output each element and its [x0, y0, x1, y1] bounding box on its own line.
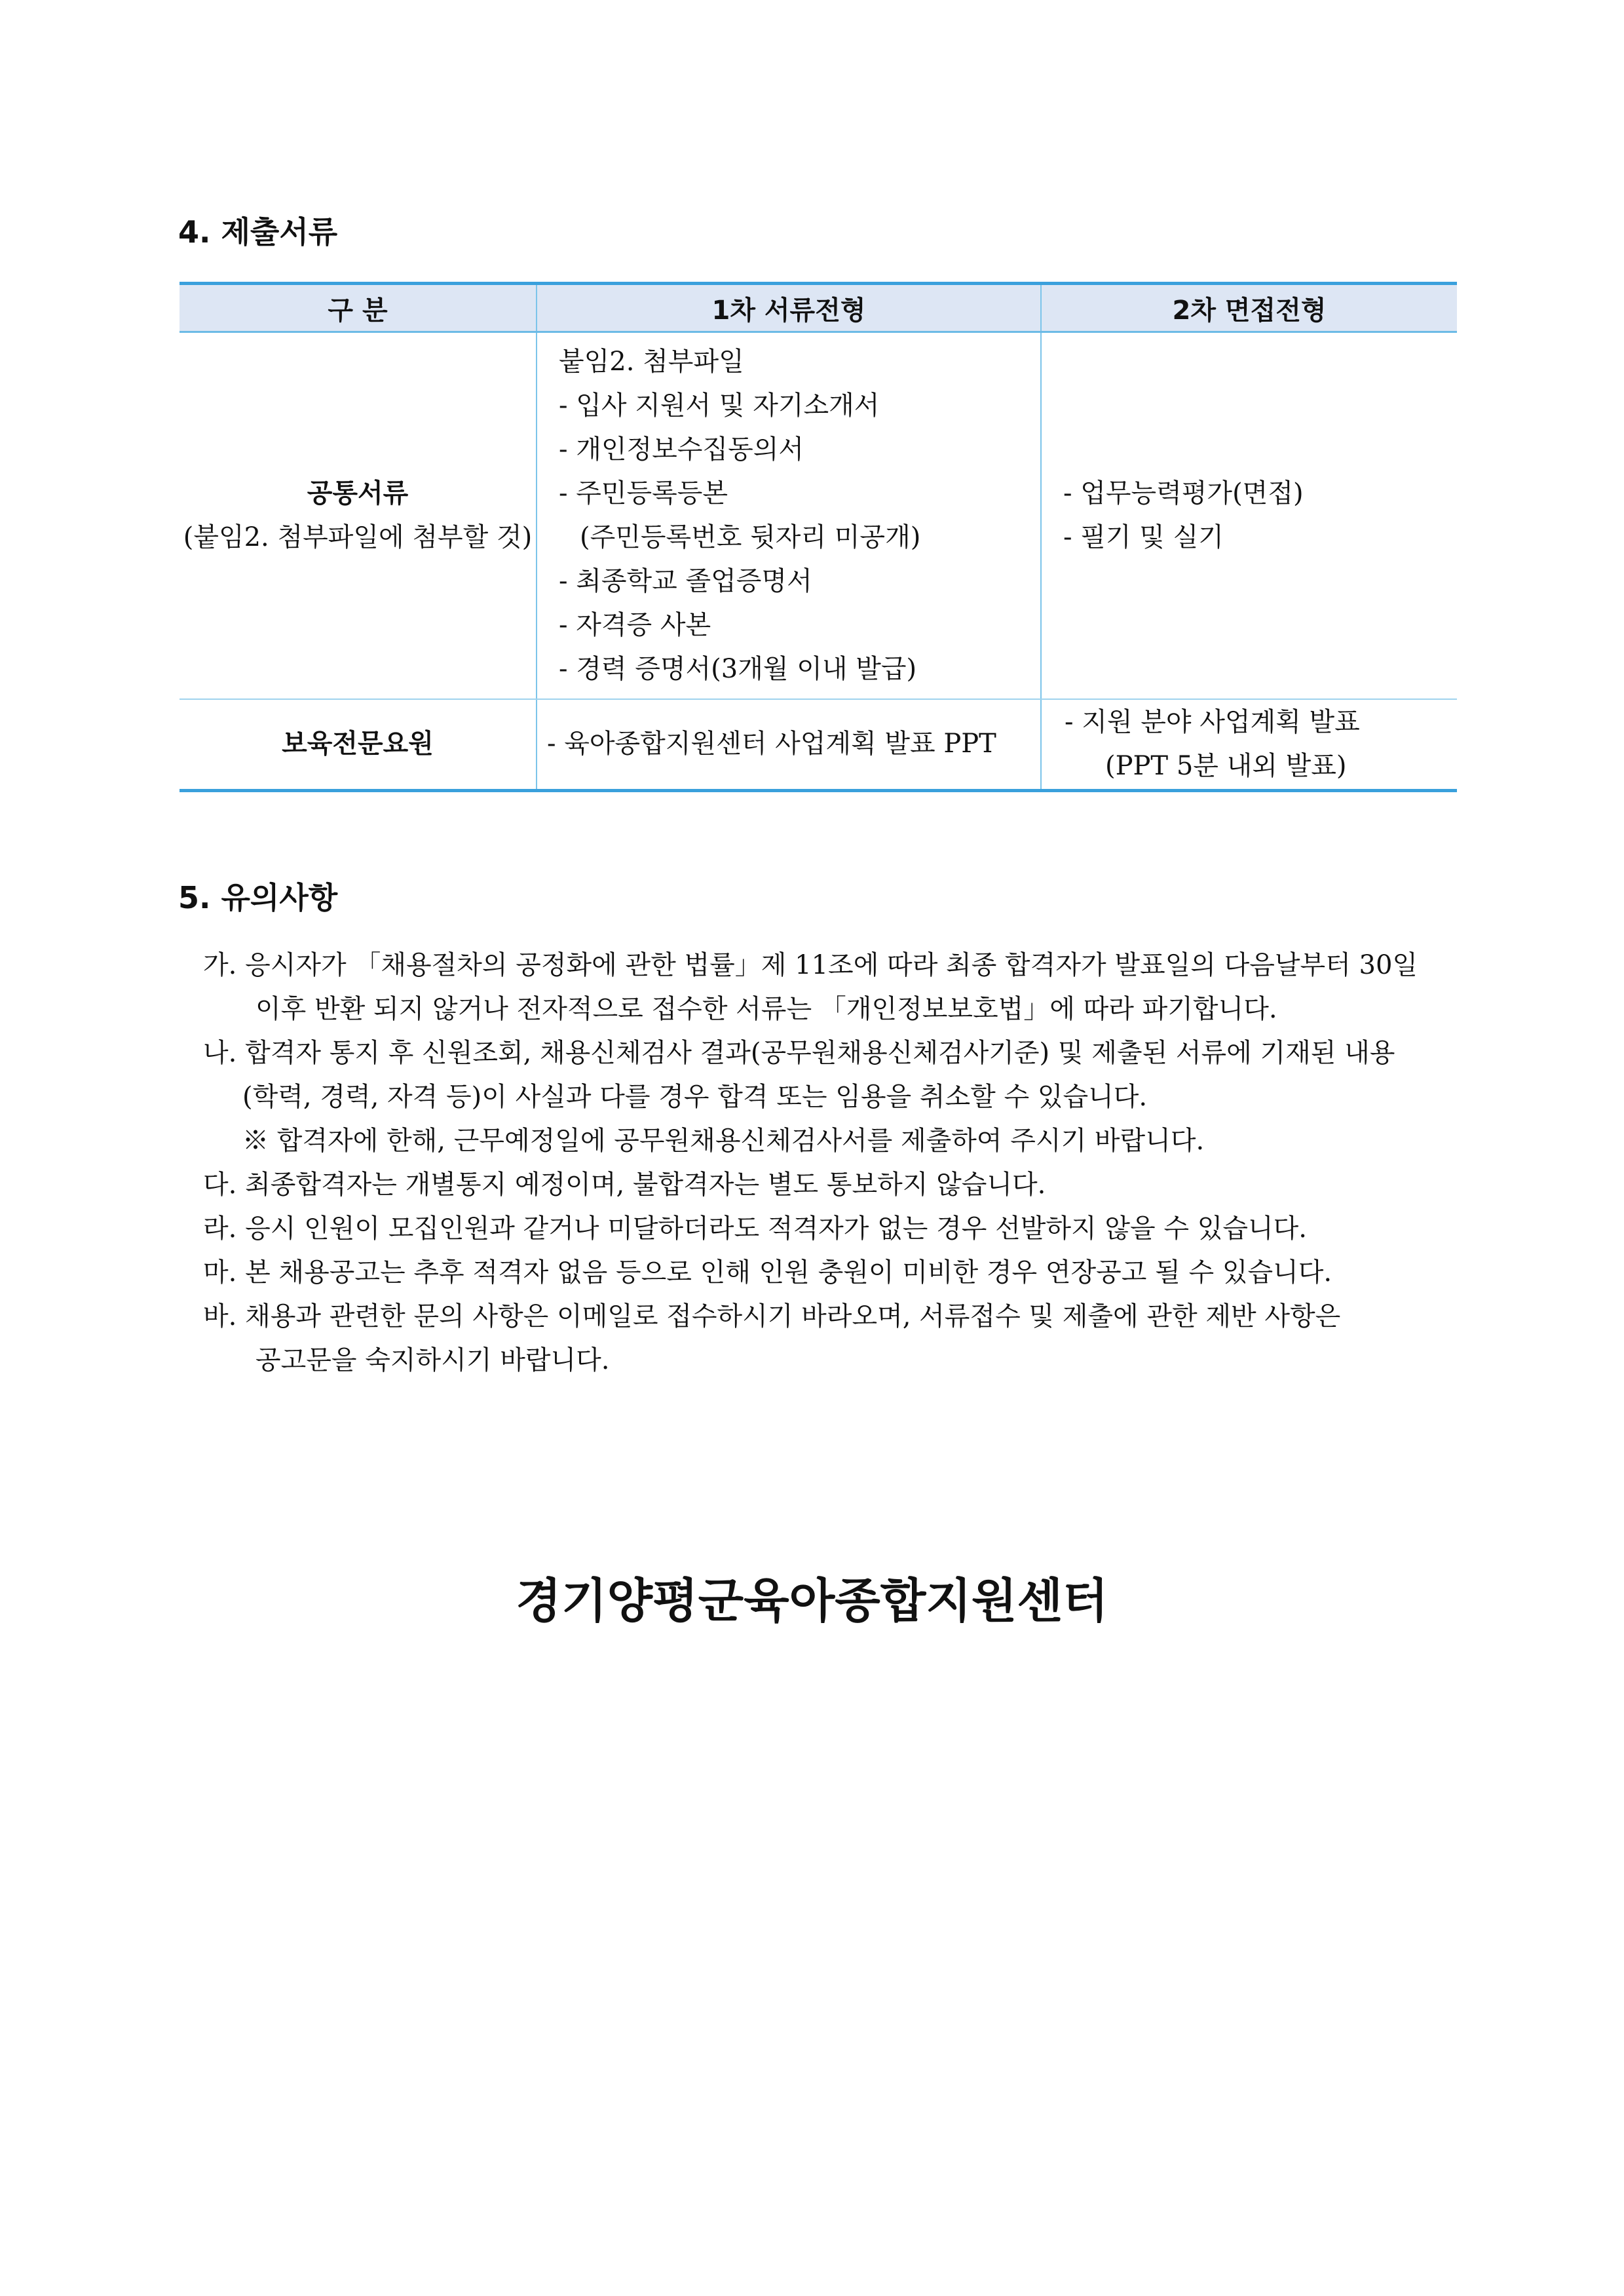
note-line: ※ 합격자에 한해, 근무예정일에 공무원채용신체검사서를 제출하여 주시기 바랍니다.	[242, 1126, 1205, 1156]
category-cell	[179, 699, 537, 791]
table-row	[179, 699, 1457, 791]
header-stage1: 1차 서류전형	[537, 284, 1041, 332]
note-line: 라. 응시 인원이 모집인원과 같거나 미달하더라도 적격자가 없는 경우 선발하지 않을 수 있습니다.	[203, 1214, 1307, 1244]
organization-name: 경기양평군육아종합지원센터	[516, 1573, 1108, 1628]
stage2-cell	[1041, 332, 1457, 699]
note-line: 공고문을 숙지하시기 바랍니다.	[255, 1345, 610, 1375]
stage1-cell	[537, 699, 1041, 791]
list-item: - 개인정보수집동의서	[559, 434, 804, 465]
header-stage2: 2차 면접전형	[1041, 284, 1457, 332]
category-name: 공통서류	[307, 478, 409, 508]
table-header-row	[179, 284, 1457, 332]
list-item: - 입사 지원서 및 자기소개서	[559, 390, 880, 421]
note-line: 이후 반환 되지 않거나 전자적으로 접수한 서류는 「개인정보보호법」에 따라 파기합니다.	[255, 994, 1277, 1024]
list-item: - 필기 및 실기	[1063, 522, 1224, 552]
notes-list	[203, 944, 1461, 1383]
note-line: 가. 응시자가 「채용절차의 공정화에 관한 법률」제 11조에 따라 최종 합격자가 발표일의 다음날부터 30일	[203, 950, 1418, 980]
note-line: 바. 채용과 관련한 문의 사항은 이메일로 접수하시기 바라오며, 서류접수 및 제출에 관한 제반 사항은	[203, 1301, 1341, 1331]
note-line: 마. 본 채용공고는 추후 적격자 없음 등으로 인해 인원 충원이 미비한 경우 연장공고 될 수 있습니다.	[203, 1257, 1332, 1288]
list-item: - 육아종합지원센터 사업계획 발표 PPT	[547, 729, 996, 759]
documents-table	[179, 282, 1457, 792]
list-item: - 최종학교 졸업증명서	[559, 565, 812, 596]
note-line: 나. 합격자 통지 후 신원조회, 채용신체검사 결과(공무원채용신체검사기준) 및 제출된 서류에 기재된 내용	[203, 1038, 1395, 1068]
list-item: 붙임2. 첨부파일	[559, 346, 744, 377]
list-item: - 경력 증명서(3개월 이내 발급)	[559, 653, 917, 684]
list-item: - 지원 분야 사업계획 발표	[1065, 706, 1360, 737]
note-line: (학력, 경력, 자격 등)이 사실과 다를 경우 합격 또는 임용을 취소할 수 있습니다.	[242, 1082, 1148, 1112]
stage1-cell	[537, 332, 1041, 699]
list-item: - 자격증 사본	[559, 609, 711, 640]
section-4-title: 4. 제출서류	[178, 214, 338, 250]
table-row	[179, 332, 1457, 699]
category-name: 보육전문요원	[282, 729, 434, 759]
section-5-title: 5. 유의사항	[178, 880, 338, 915]
header-category: 구 분	[179, 284, 537, 332]
list-item: - 업무능력평가(면접)	[1063, 478, 1304, 508]
list-item: - 주민등록등본	[559, 478, 728, 508]
list-item: (주민등록번호 뒷자리 미공개)	[580, 522, 921, 552]
list-item: (PPT 5분 내외 발표)	[1105, 750, 1347, 781]
category-note: (붙임2. 첨부파일에 첨부할 것)	[183, 522, 533, 552]
category-cell	[179, 332, 537, 699]
note-line: 다. 최종합격자는 개별통지 예정이며, 불합격자는 별도 통보하지 않습니다.	[203, 1170, 1046, 1200]
stage2-cell	[1041, 699, 1457, 791]
